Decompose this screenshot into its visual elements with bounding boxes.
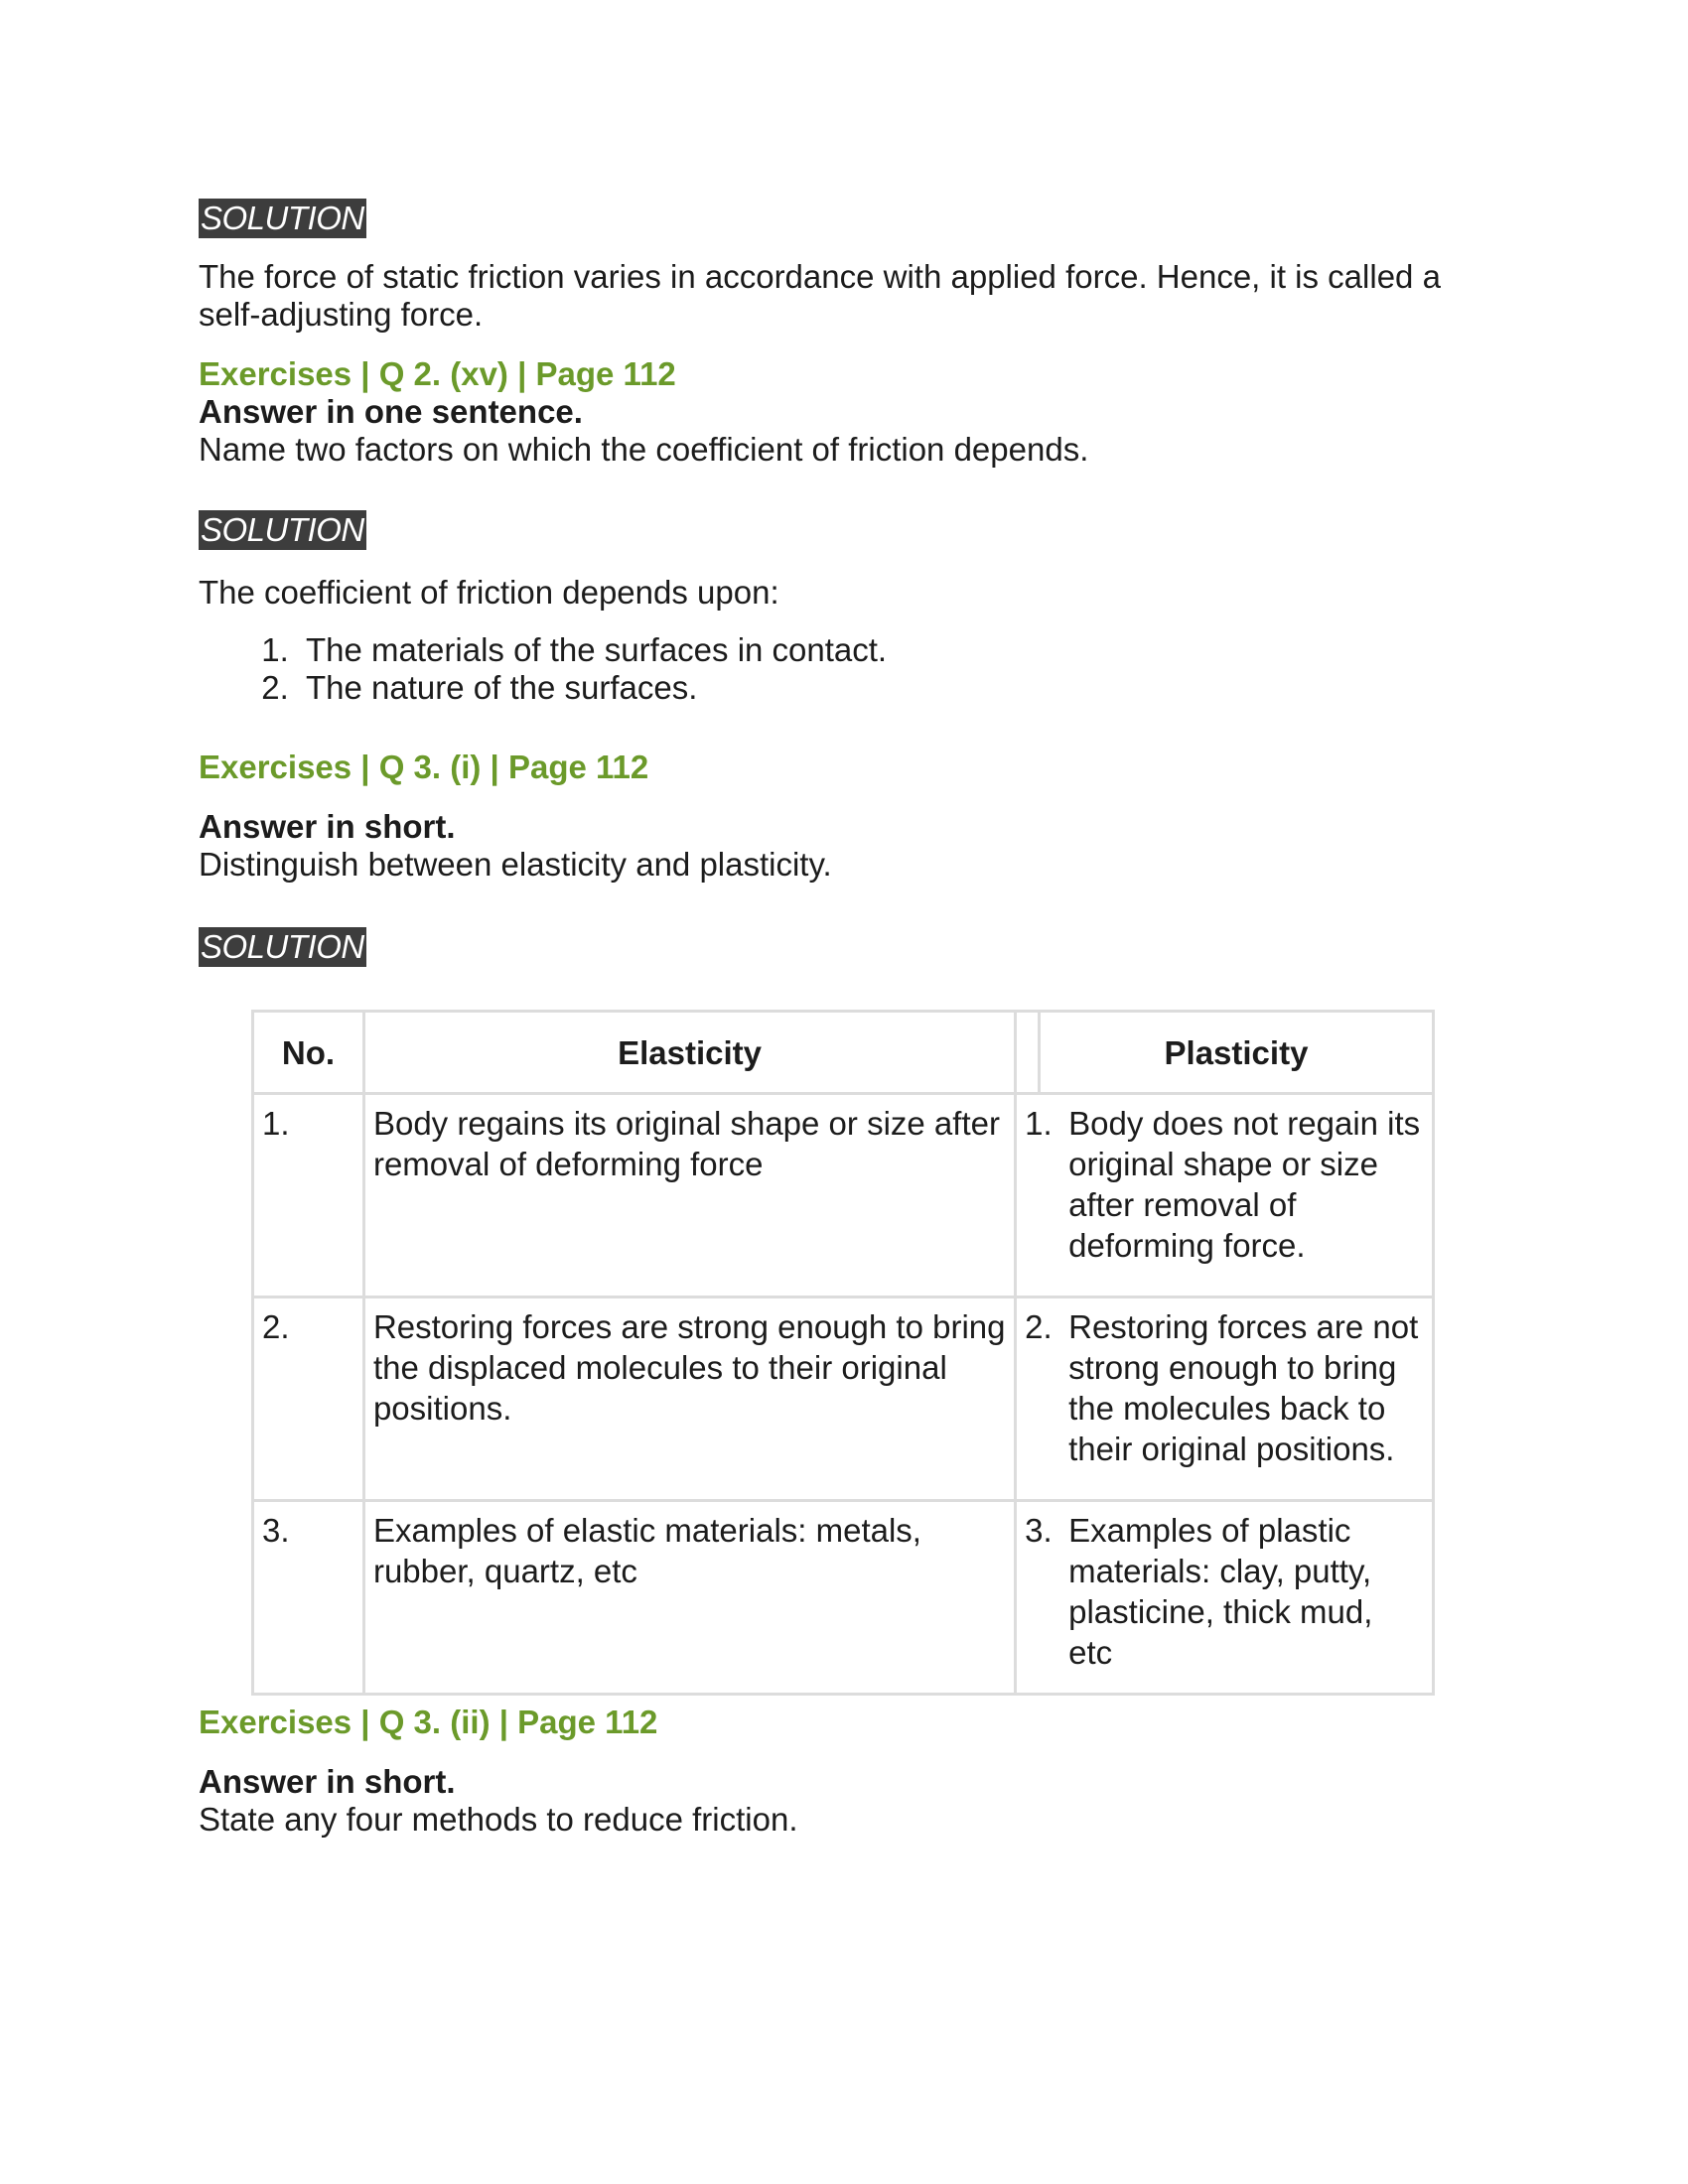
item-number: 3. [1025, 1512, 1053, 1549]
solution-label: SOLUTION [201, 928, 364, 965]
question-instruction: Answer in one sentence. [199, 393, 583, 430]
list-item: 2. The nature of the surfaces. [298, 669, 1390, 707]
table-header-row [253, 1012, 1434, 1094]
cell-text: Body does not regain its original shape or size after removal of deforming force. [1068, 1105, 1421, 1264]
column-header: Plasticity [1039, 1012, 1433, 1094]
question-heading: Exercises | Q 2. (xv) | Page 112 [199, 355, 676, 392]
table-cell: Restoring forces are strong enough to bring the displaced molecules to their original positions. [363, 1297, 1015, 1501]
column-header: No. [253, 1012, 364, 1094]
table-cell: 3. [253, 1501, 364, 1695]
solution-text: The coefficient of friction depends upon: [199, 574, 779, 611]
solution-list [199, 631, 1390, 707]
table-cell [1016, 1297, 1434, 1501]
cell-text: Examples of plastic materials: clay, putty, plasticine, thick mud, etc [1068, 1512, 1373, 1671]
question-text: Distinguish between elasticity and plasticity. [199, 846, 832, 883]
solution-label: SOLUTION [201, 511, 364, 548]
column-header [1016, 1012, 1040, 1094]
question-text: Name two factors on which the coefficient of friction depends. [199, 431, 1089, 468]
table-row [253, 1501, 1434, 1695]
table-cell: 2. [253, 1297, 364, 1501]
column-header: Elasticity [363, 1012, 1015, 1094]
table-cell: 1. [253, 1094, 364, 1297]
comparison-table [251, 1010, 1435, 1696]
table-cell [1016, 1501, 1434, 1695]
solution-text: The force of static friction varies in accordance with applied force. Hence, it is called a self-adjusting force. [199, 258, 1441, 333]
item-number: 2. [1025, 1308, 1053, 1345]
cell-text: Restoring forces are not strong enough to bring the molecules back to their original positions. [1068, 1308, 1419, 1467]
table-row [253, 1094, 1434, 1297]
table-cell [1016, 1094, 1434, 1297]
question-instruction: Answer in short. [199, 808, 456, 845]
list-item: 1. The materials of the surfaces in contact. [298, 631, 1390, 669]
item-number: 1. [1025, 1105, 1053, 1142]
table-row [253, 1297, 1434, 1501]
table-cell: Body regains its original shape or size after removal of deforming force [363, 1094, 1015, 1297]
table-cell: Examples of elastic materials: metals, rubber, quartz, etc [363, 1501, 1015, 1695]
question-text: State any four methods to reduce friction. [199, 1801, 798, 1838]
question-heading: Exercises | Q 3. (i) | Page 112 [199, 749, 649, 785]
question-heading: Exercises | Q 3. (ii) | Page 112 [199, 1704, 658, 1740]
question-instruction: Answer in short. [199, 1763, 456, 1800]
solution-label: SOLUTION [201, 200, 364, 236]
